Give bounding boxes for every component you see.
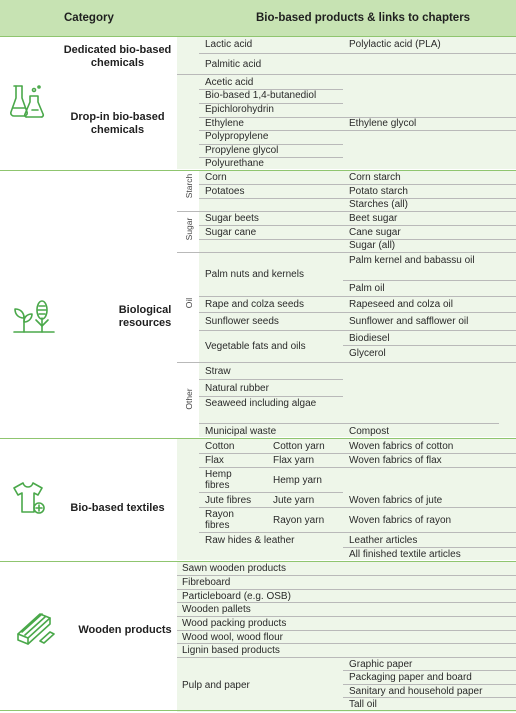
list-item: Lignin based products bbox=[182, 645, 280, 656]
list-item: Pulp and paper bbox=[182, 680, 250, 691]
list-item: Seaweed including algae bbox=[205, 398, 317, 409]
list-item: Potatoes bbox=[205, 186, 245, 197]
list-item: Woven fabrics of rayon bbox=[349, 515, 452, 526]
row-line bbox=[199, 532, 516, 533]
wood-planks-icon bbox=[14, 608, 58, 653]
list-item: Fibreboard bbox=[182, 577, 231, 588]
list-item: Lactic acid bbox=[205, 39, 253, 50]
list-item: Cotton yarn bbox=[273, 441, 325, 452]
list-item: Sanitary and household paper bbox=[349, 686, 483, 697]
list-item: Sugar beets bbox=[205, 213, 259, 224]
row-line bbox=[177, 252, 516, 253]
list-item: Cotton bbox=[205, 441, 235, 452]
row-line bbox=[343, 697, 516, 698]
row-line bbox=[177, 616, 516, 617]
list-item: Jute fibres bbox=[205, 495, 252, 506]
list-item: Palm kernel and babassu oil bbox=[349, 255, 475, 266]
separator bbox=[0, 36, 516, 37]
list-item: Woven fabrics of jute bbox=[349, 495, 443, 506]
row-line bbox=[177, 211, 516, 212]
list-item: Ethylene bbox=[205, 118, 244, 129]
row-line bbox=[343, 345, 516, 346]
row-line bbox=[177, 602, 516, 603]
list-item: Potato starch bbox=[349, 186, 408, 197]
list-item: Palmitic acid bbox=[205, 59, 262, 70]
list-item: Polypropylene bbox=[205, 131, 269, 142]
list-item: All finished textile articles bbox=[349, 549, 461, 560]
list-item: Starches (all) bbox=[349, 199, 408, 210]
list-item: Natural rubber bbox=[205, 383, 269, 394]
list-item: Straw bbox=[205, 366, 231, 377]
list-item: Wood wool, wood flour bbox=[182, 632, 283, 643]
list-item: Graphic paper bbox=[349, 659, 413, 670]
list-item: Leather articles bbox=[349, 535, 418, 546]
row-line bbox=[199, 330, 516, 331]
row-line bbox=[177, 575, 516, 576]
separator bbox=[0, 710, 516, 711]
list-item: Sugar (all) bbox=[349, 240, 396, 251]
list-item: Corn bbox=[205, 172, 227, 183]
list-item: Glycerol bbox=[349, 348, 386, 359]
row-line bbox=[199, 296, 516, 297]
plant-icon bbox=[12, 296, 56, 341]
separator bbox=[0, 438, 516, 439]
list-item: Palm oil bbox=[349, 283, 385, 294]
row-line bbox=[199, 467, 516, 468]
row-line bbox=[177, 589, 516, 590]
separator bbox=[0, 170, 516, 171]
category-biological: Biological resources bbox=[118, 304, 172, 329]
row-line bbox=[199, 453, 516, 454]
list-item: Wood packing products bbox=[182, 618, 287, 629]
row-line bbox=[177, 630, 516, 631]
list-item: Sunflower and safflower oil bbox=[349, 316, 469, 327]
list-item: Sawn wooden products bbox=[182, 563, 286, 574]
list-item: Sunflower seeds bbox=[205, 316, 279, 327]
list-item: Epichlorohydrin bbox=[205, 104, 274, 115]
row-line bbox=[343, 684, 516, 685]
list-item: Municipal waste bbox=[205, 426, 277, 437]
flask-icon bbox=[10, 82, 46, 127]
table-header bbox=[0, 0, 516, 36]
list-item: Packaging paper and board bbox=[349, 672, 472, 683]
category-textiles: Bio-based textiles bbox=[70, 502, 165, 514]
subcategory-sugar: Sugar bbox=[184, 217, 194, 241]
row-line bbox=[199, 225, 516, 226]
list-item: Jute yarn bbox=[273, 495, 315, 506]
list-item: Hemp yarn bbox=[273, 475, 322, 486]
list-item: Woven fabrics of cotton bbox=[349, 441, 454, 452]
row-line bbox=[199, 53, 516, 54]
list-item: Flax bbox=[205, 455, 224, 466]
row-line bbox=[177, 74, 516, 75]
list-item: Ethylene glycol bbox=[349, 118, 417, 129]
list-item: Sugar cane bbox=[205, 227, 257, 238]
category-wooden: Wooden products bbox=[78, 624, 172, 636]
row-line bbox=[177, 362, 516, 363]
list-item: Bio-based 1,4-butanediol bbox=[205, 90, 317, 101]
row-line bbox=[199, 423, 499, 424]
category-dropin-chemicals: Drop-in bio-based chemicals bbox=[70, 111, 165, 136]
list-item: Rayon fibres bbox=[205, 509, 234, 531]
separator bbox=[0, 561, 516, 562]
list-item: Polylactic acid (PLA) bbox=[349, 39, 441, 50]
row-line bbox=[177, 657, 516, 658]
header-products: Bio-based products & links to chapters bbox=[256, 12, 471, 24]
list-item: Biodiesel bbox=[349, 333, 390, 344]
row-line bbox=[343, 280, 516, 281]
list-item: Particleboard (e.g. OSB) bbox=[182, 591, 291, 602]
list-item: Compost bbox=[349, 426, 390, 437]
list-item: Rape and colza seeds bbox=[205, 299, 304, 310]
list-item: Hemp fibres bbox=[205, 469, 232, 491]
list-item: Palm nuts and kernels bbox=[205, 269, 304, 280]
tshirt-icon bbox=[12, 480, 48, 521]
row-line bbox=[199, 396, 343, 397]
list-item: Rapeseed and colza oil bbox=[349, 299, 453, 310]
list-item: Acetic acid bbox=[205, 77, 254, 88]
subcategory-starch: Starch bbox=[184, 173, 194, 199]
list-item: Polyurethane bbox=[205, 158, 264, 169]
row-line bbox=[199, 184, 516, 185]
row-line bbox=[199, 507, 516, 508]
row-line bbox=[177, 643, 516, 644]
subcategory-oil: Oil bbox=[184, 297, 194, 309]
category-dedicated-chemicals: Dedicated bio-based chemicals bbox=[63, 44, 172, 69]
list-item: Tall oil bbox=[349, 699, 377, 710]
header-category: Category bbox=[64, 12, 114, 24]
list-item: Wooden pallets bbox=[182, 604, 251, 615]
row-line bbox=[199, 379, 343, 380]
list-item: Raw hides & leather bbox=[205, 535, 295, 546]
list-item: Propylene glycol bbox=[205, 145, 279, 156]
list-item: Cane sugar bbox=[349, 227, 401, 238]
list-item: Flax yarn bbox=[273, 455, 315, 466]
list-item: Beet sugar bbox=[349, 213, 398, 224]
row-line bbox=[199, 492, 343, 493]
list-item: Woven fabrics of flax bbox=[349, 455, 442, 466]
list-item: Rayon yarn bbox=[273, 515, 325, 526]
list-item: Corn starch bbox=[349, 172, 401, 183]
row-line bbox=[199, 312, 516, 313]
list-item: Vegetable fats and oils bbox=[205, 341, 306, 352]
subcategory-other: Other bbox=[184, 388, 194, 410]
row-line bbox=[343, 547, 516, 548]
row-line bbox=[343, 670, 516, 671]
